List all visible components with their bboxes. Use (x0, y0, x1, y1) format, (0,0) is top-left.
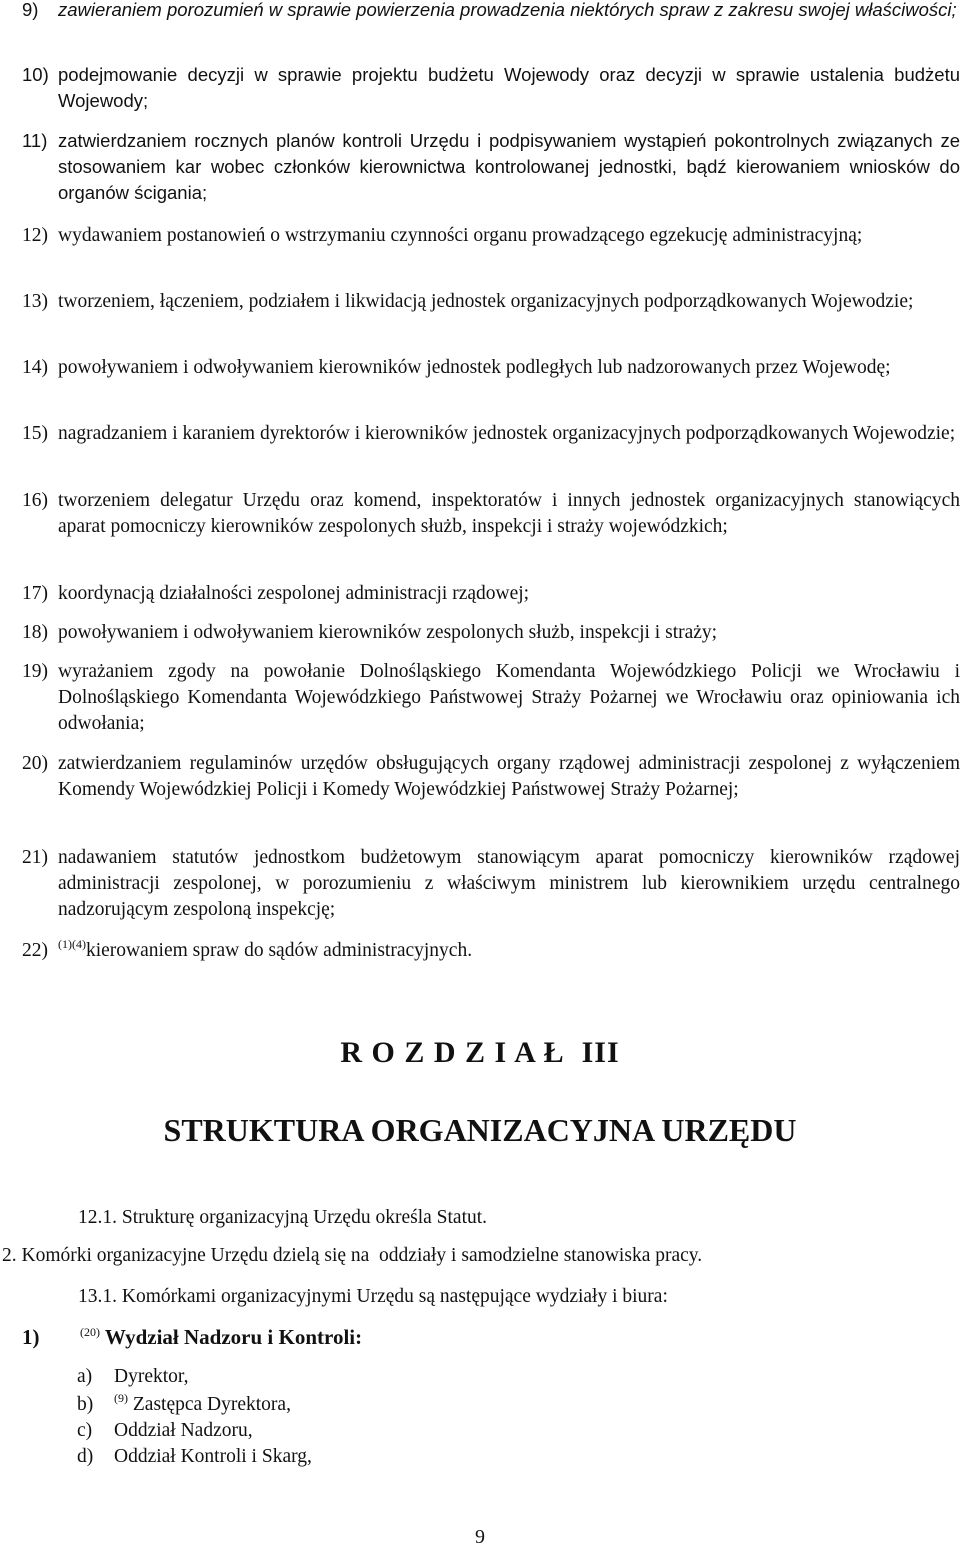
list-item-text: podejmowanie decyzji w sprawie projektu budżetu Wojewody oraz decyzji w sprawie ustalenia budżetu Wojewody; (58, 64, 960, 111)
list-item-number: 11) (22, 130, 48, 151)
list-item-number: 14) (22, 357, 48, 378)
list-item-number: 10) (22, 64, 49, 85)
list-item (22, 581, 960, 607)
list-item-text: zatwierdzaniem regulaminów urzędów obsługujących organy rządowej administracji zespolonej z wyłączeniem Komendy Wojewódzkiej Policji i Komedy Wojewódzkiej Państwowej Straży Pożarnej; (58, 753, 960, 800)
list-item (22, 421, 960, 447)
unit-text: Oddział Nadzoru, (114, 1420, 253, 1441)
list-item-text: koordynacją działalności zespolonej administracji rządowej; (58, 583, 530, 604)
list-item-text: powoływaniem i odwoływaniem kierowników jednostek podległych lub nadzorowanych przez Wojewodę; (58, 357, 891, 378)
unit-text: Zastępca Dyrektora, (132, 1394, 291, 1415)
chapter-number: R O Z D Z I A Ł III (340, 1036, 620, 1069)
list-item (22, 128, 960, 206)
list-item-number: 19) (22, 661, 48, 682)
footnote-ref: (20) (80, 1325, 100, 1339)
unit-letter: a) (77, 1366, 93, 1387)
footnote-ref: (1)(4) (58, 937, 86, 951)
department-heading (22, 1324, 362, 1350)
unit-letter: b) (77, 1394, 94, 1415)
list-item-text: zawieraniem porozumień w sprawie powierzenia prowadzenia niektórych spraw z zakresu swojej właściwości; (58, 0, 957, 20)
list-item-text: zatwierdzaniem rocznych planów kontroli Urzędu i podpisywaniem wystąpień pokontrolnych związanych ze stosowaniem kar wobec członków kierownictwa kontrolowanej jednostki, bądź kierowaniem wniosków do organów ścigania; (58, 130, 960, 203)
list-item-text: nadawaniem statutów jednostkom budżetowym stanowiącym aparat pomocniczy kierowników rządowej administracji zespolonej, w porozumieniu z właściwym ministrem lub kierownikiem urzędu centralnego nadzorującym zespoloną inspekcję; (58, 847, 960, 920)
paragraph-12-2: 2. Komórki organizacyjne Urzędu dzielą się na oddziały i samodzielne stanowiska pracy. (2, 1245, 703, 1266)
unit-item (77, 1444, 312, 1470)
unit-letter: c) (77, 1420, 93, 1441)
list-item (22, 289, 960, 315)
department-name: Wydział Nadzoru i Kontroli: (104, 1325, 363, 1349)
unit-text: Oddział Kontroli i Skarg, (114, 1446, 312, 1467)
unit-item (77, 1364, 189, 1390)
list-item-text: wyrażaniem zgody na powołanie Dolnośląskiego Komendanta Wojewódzkiego Policji we Wrocławiu i Dolnośląskiego Komendanta Wojewódzkiego Państwowej Straży Pożarnej we Wrocławiu oraz opiniowania ich odwołania; (58, 661, 960, 734)
list-item (22, 223, 960, 249)
list-item (22, 938, 960, 964)
list-item (22, 659, 960, 737)
list-item (22, 620, 960, 646)
footnote-ref: (9) (114, 1391, 128, 1405)
list-item-text: tworzeniem delegatur Urzędu oraz komend, inspektoratów i innych jednostek organizacyjnych stanowiących aparat pomocniczy kierowników zespolonych służb, inspekcji i straży wojewódzkich; (58, 490, 960, 537)
list-item-number: 13) (22, 291, 48, 312)
list-item-number: 16) (22, 490, 48, 511)
department-number: 1) (22, 1325, 40, 1349)
paragraph-12-1: 12.1. Strukturę organizacyjną Urzędu określa Statut. (78, 1207, 488, 1228)
list-item-number: 18) (22, 622, 48, 643)
list-item-text: powoływaniem i odwoływaniem kierowników zespolonych służb, inspekcji i straży; (58, 622, 718, 643)
unit-item (77, 1392, 291, 1418)
list-item (22, 488, 960, 540)
unit-item (77, 1418, 253, 1444)
paragraph-13-1: 13.1. Komórkami organizacyjnymi Urzędu są następujące wydziały i biura: (78, 1286, 668, 1307)
list-item (22, 355, 960, 381)
unit-text: Dyrektor, (114, 1366, 189, 1387)
chapter-title: STRUKTURA ORGANIZACYJNA URZĘDU (163, 1112, 797, 1148)
list-item (22, 751, 960, 803)
list-item-number: 9) (22, 0, 39, 20)
list-item-text: nagradzaniem i karaniem dyrektorów i kierowników jednostek organizacyjnych podporządkowanych Wojewodzie; (58, 423, 956, 444)
list-item-number: 17) (22, 583, 48, 604)
list-item-text: tworzeniem, łączeniem, podziałem i likwidacją jednostek organizacyjnych podporządkowanych Wojewodzie; (58, 291, 914, 312)
list-item-number: 21) (22, 847, 48, 868)
list-item (22, 845, 960, 923)
list-item (22, 0, 960, 23)
list-item-number: 20) (22, 753, 48, 774)
list-item-number: 15) (22, 423, 48, 444)
list-item-text: wydawaniem postanowień o wstrzymaniu czynności organu prowadzącego egzekucję administracyjną; (58, 225, 863, 246)
list-item-number: 22) (22, 940, 48, 961)
page-number: 9 (475, 1526, 485, 1548)
list-item (22, 62, 960, 114)
list-item-number: 12) (22, 225, 48, 246)
unit-letter: d) (77, 1446, 94, 1467)
list-item-text: kierowaniem spraw do sądów administracyjnych. (85, 940, 473, 961)
